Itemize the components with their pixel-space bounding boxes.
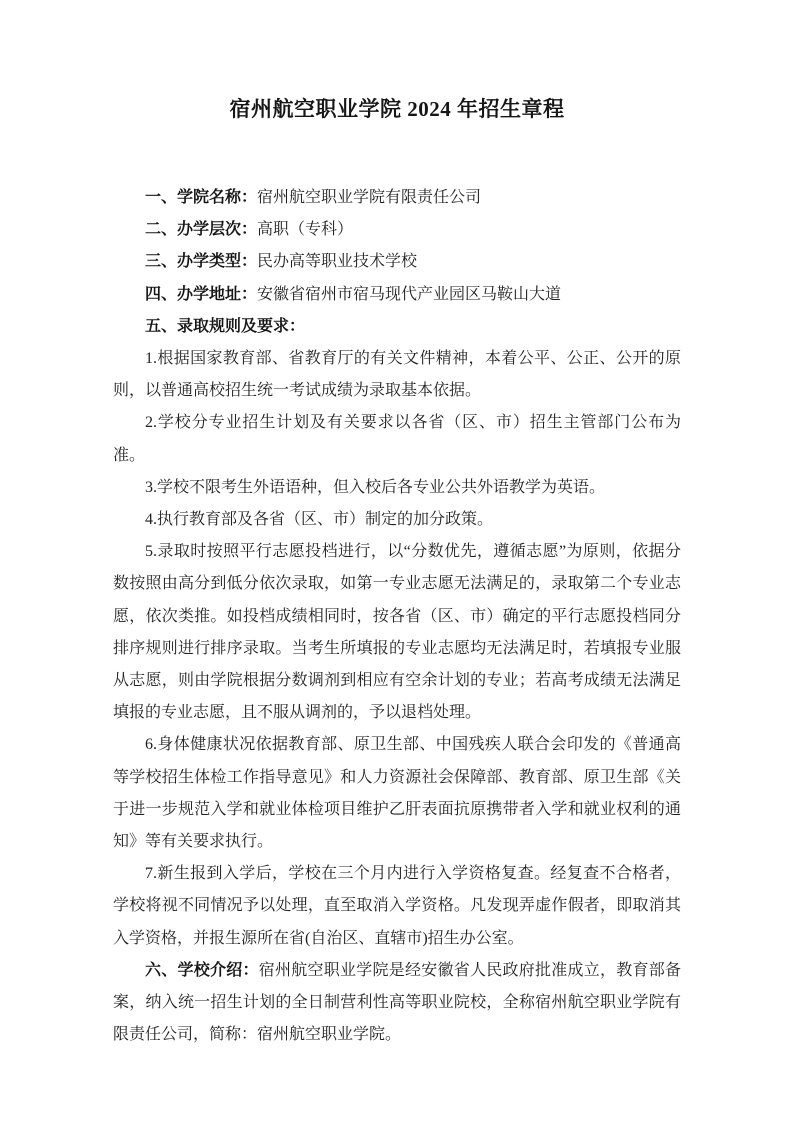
document-body (113, 182, 681, 1051)
item-text: 安徽省宿州市宿马现代产业园区马鞍山大道 (257, 285, 562, 303)
item-text: 7.新生报到入学后，学校在三个月内进行入学资格复查。经复查不合格者，学校将视不同情况予以处理，直至取消入学资格。凡发现弄虚作假者，即取消其入学资格，并报生源所在省(自治区、直辖市)招生办公室。 (113, 865, 681, 947)
rule-3 (113, 472, 681, 504)
item-text: 4.执行教育部及各省（区、市）制定的加分政策。 (145, 511, 494, 529)
item-text: 民办高等职业技术学校 (257, 253, 418, 271)
item-label: 四、办学地址： (145, 285, 258, 303)
item-text: 2.学校分专业招生计划及有关要求以各省（区、市）招生主管部门公布为准。 (113, 414, 681, 464)
item-label: 三、办学类型： (145, 253, 258, 271)
item-label: 五、录取规则及要求： (145, 317, 306, 335)
item-text: 3.学校不限考生外语语种，但入校后各专业公共外语教学为英语。 (145, 478, 606, 496)
item-school-introduction (113, 955, 681, 1052)
item-text: 宿州航空职业学院有限责任公司 (257, 189, 482, 206)
item-text: 宿州航空职业学院是经安徽省人民政府批准成立，教育部备案，纳入统一招生计划的全日制营利性高等职业院校，全称宿州航空职业学院有限责任公司，简称：宿州航空职业学院。 (113, 961, 681, 1044)
item-text: 高职（专科） (257, 221, 354, 239)
item-school-type (113, 246, 681, 278)
item-admission-rules-heading (113, 311, 681, 343)
item-label: 六、学校介绍： (145, 961, 259, 979)
item-text: 5.录取时按照平行志愿投档进行，以“分数优先，遵循志愿”为原则，依据分数按照由高分到低分依次录取，如第一专业志愿无法满足的，录取第二个专业志愿，依次类推。如投档成绩相同时，按各省（区、市）确定的平行志愿投档同分排序规则进行排序录取。当考生所填报的专业志愿均无法满足时，若填报专业服从志愿，则由学院根据分数调剂到相应有空余计划的专业；若高考成绩无法满足填报的专业志愿，且不服从调剂的，予以退档处理。 (113, 543, 681, 722)
rule-4 (113, 504, 681, 536)
document-title: 宿州航空职业学院 2024 年招生章程 (229, 97, 565, 121)
item-text: 6.身体健康状况依据教育部、原卫生部、中国残疾人联合会印发的《普通高等学校招生体检工作指导意见》和人力资源社会保障部、教育部、原卫生部《关于进一步规范入学和就业体检项目维护乙肝表面抗原携带者入学和就业权利的通知》等有关要求执行。 (113, 736, 681, 851)
rule-6 (113, 729, 681, 858)
rule-7 (113, 858, 681, 955)
item-school-address (113, 279, 681, 311)
rule-1 (113, 343, 681, 407)
item-text: 1.根据国家教育部、省教育厅的有关文件精神，本着公平、公正、公开的原则，以普通高校招生统一考试成绩为录取基本依据。 (113, 350, 681, 400)
item-school-name (113, 182, 681, 214)
rule-2 (113, 407, 681, 471)
item-label: 二、办学层次： (145, 221, 258, 239)
item-label: 一、学院名称： (145, 189, 258, 206)
rule-5 (113, 536, 681, 729)
item-education-level (113, 214, 681, 246)
